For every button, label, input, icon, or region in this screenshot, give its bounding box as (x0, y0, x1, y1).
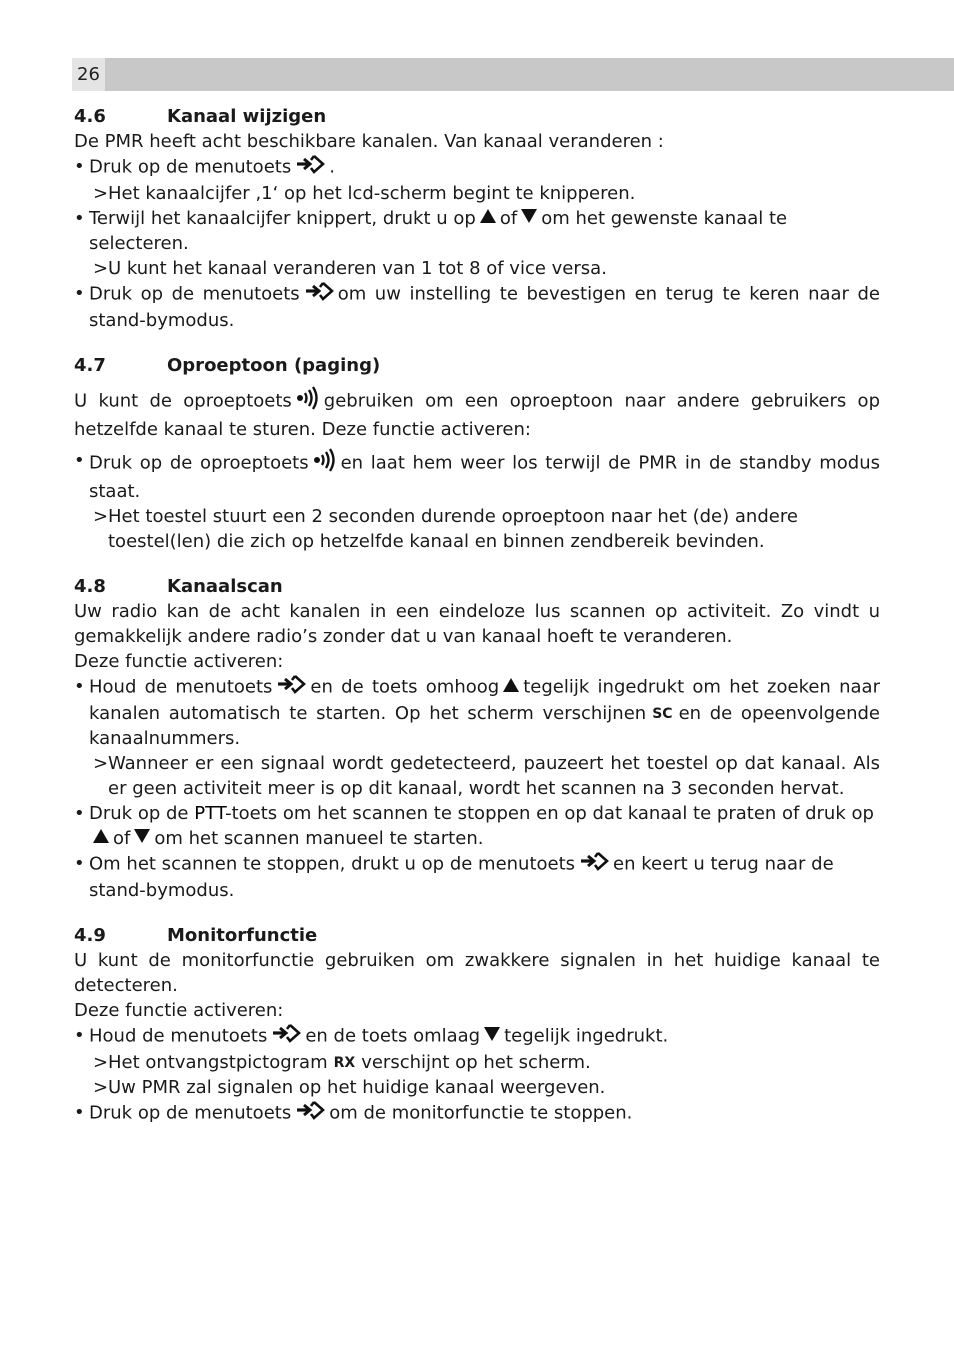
list-item (74, 206, 880, 256)
down-arrow-icon (483, 1024, 501, 1049)
section-intro: U kunt de monitorfunctie gebruiken om zwakkere signalen in het huidige kanaal te detecteren. (74, 950, 880, 996)
sub-text: Uw PMR zal signalen op het huidige kanaal weergeven. (108, 1077, 606, 1098)
up-arrow-icon (502, 675, 520, 700)
sub-text: Het ontvangstpictogram (108, 1052, 328, 1073)
menu-key-icon (304, 281, 334, 308)
rx-lcd-icon: RX (333, 1055, 356, 1071)
section-heading (74, 574, 880, 599)
sub-symbol: > (93, 183, 109, 204)
bullet-text: . (329, 156, 335, 178)
section-number: 4.9 (74, 925, 106, 946)
menu-key-icon (276, 674, 306, 701)
sub-text: Wanneer er een signaal wordt gedetecteerd, pauzeert het toestel op dat kanaal. Als er geen activiteit meer is op dit kanaal, wordt het scannen na 3 seconden hervat. (108, 753, 880, 799)
section-title: Monitorfunctie (167, 925, 318, 946)
section-heading (74, 353, 880, 378)
scan-lcd-icon: SC (652, 706, 673, 722)
bullet-symbol: • (74, 1025, 85, 1046)
bullet-symbol: • (74, 283, 85, 304)
bullet-text: en de opeenvolgende kanaalnummers. (89, 703, 880, 749)
list-item (74, 1100, 880, 1127)
sub-symbol: > (93, 258, 109, 279)
section-number: 4.8 (74, 576, 106, 597)
section-heading (74, 104, 880, 129)
sub-item (74, 504, 880, 554)
bullet-text: Druk op de menutoets (89, 156, 292, 178)
bullet-text: om de monitorfunctie te stoppen. (329, 1102, 633, 1124)
section-title: Kanaalscan (167, 576, 283, 597)
page-header-bar (72, 58, 954, 91)
bullet-text: om uw instelling te bevestigen en terug te keren naar de stand-bymodus. (89, 283, 881, 331)
section-number: 4.6 (74, 106, 106, 127)
section-intro (74, 386, 880, 442)
bullet-text: Druk op de oproeptoets (89, 452, 309, 474)
bullet-text: Druk op de menutoets (89, 1102, 292, 1124)
bullet-text: Houd de menutoets (89, 676, 273, 698)
intro-text: U kunt de oproeptoets (74, 390, 292, 412)
bullet-text: of (499, 208, 518, 229)
sub-item (74, 751, 880, 801)
bullet-text: -toets om het scannen te stoppen en op dat kanaal te praten of druk op (225, 803, 874, 824)
bullet-text: tegelijk ingedrukt om het zoeken naar kanalen automatisch te starten. Op het scherm verschijnen (89, 676, 880, 724)
sub-symbol: > (93, 1052, 109, 1073)
bullet-symbol: • (74, 156, 85, 177)
bullet-symbol: • (74, 450, 85, 471)
list-item (74, 448, 880, 504)
bullet-text: en de toets omhoog (310, 676, 500, 698)
sub-text: U kunt het kanaal veranderen van 1 tot 8 of vice versa. (108, 258, 607, 279)
bullet-symbol: • (74, 1102, 85, 1123)
bullet-text: om het gewenste kanaal te selecteren. (89, 208, 788, 254)
up-arrow-icon (479, 206, 497, 231)
bullet-text: of (113, 828, 131, 849)
bullet-symbol: • (74, 676, 85, 697)
bullet-text: Houd de menutoets (89, 1025, 268, 1047)
section-intro: De PMR heeft acht beschikbare kanalen. Van kanaal veranderen : (74, 131, 664, 152)
list-item (74, 801, 880, 851)
down-arrow-icon (133, 826, 151, 851)
bullet-text: Terwijl het kanaalcijfer knippert, drukt u op (89, 208, 476, 229)
intro-text: gebruiken om een oproeptoon naar andere gebruikers op hetzelfde kanaal te sturen. Deze functie activeren: (74, 390, 880, 440)
sub-item (74, 256, 880, 281)
section-intro: Deze functie activeren: (74, 651, 284, 672)
section-title: Kanaal wijzigen (167, 106, 327, 127)
section-title: Oproeptoon (paging) (167, 355, 381, 376)
sub-text: Het kanaalcijfer ‚1‘ op het lcd-scherm begint te knipperen. (108, 183, 636, 204)
menu-key-icon (579, 851, 609, 878)
bullet-text: en laat hem weer los terwijl de PMR in de standby modus staat. (89, 452, 880, 502)
page-number: 26 (72, 58, 105, 91)
list-item (74, 154, 880, 181)
bullet-symbol: • (74, 853, 85, 874)
bullet-symbol: • (74, 208, 85, 229)
list-item (74, 1023, 880, 1050)
bullet-text: Om het scannen te stoppen, drukt u op de menutoets (89, 853, 576, 875)
sub-symbol: > (93, 1077, 109, 1098)
bullet-text: en de toets omlaag (305, 1025, 481, 1047)
sub-item (74, 1075, 880, 1100)
sub-symbol: > (93, 753, 109, 774)
ptt-label: PTT (194, 803, 226, 824)
bullet-symbol: • (74, 803, 85, 824)
menu-key-icon (295, 1100, 325, 1127)
list-item (74, 281, 880, 333)
menu-key-icon (295, 154, 325, 181)
bullet-text: tegelijk ingedrukt. (504, 1025, 669, 1047)
menu-key-icon (271, 1023, 301, 1050)
sub-item (74, 1050, 880, 1075)
sub-text: Het toestel stuurt een 2 seconden durende oproeptoon naar het (de) andere toestel(len) die zich op hetzelfde kanaal en binnen zendbereik bevinden. (108, 506, 798, 552)
list-item (74, 674, 880, 751)
call-key-icon (313, 448, 337, 479)
bullet-text: Druk op de (89, 803, 189, 824)
call-key-icon (296, 386, 320, 417)
section-intro: Deze functie activeren: (74, 1000, 284, 1021)
bullet-text: en keert u terug naar de stand-bymodus. (89, 853, 834, 901)
sub-text: verschijnt op het scherm. (361, 1052, 591, 1073)
section-intro: Uw radio kan de acht kanalen in een eindeloze lus scannen op activiteit. Zo vindt u gemakkelijk andere radio’s zonder dat u van kanaal hoeft te veranderen. (74, 601, 880, 647)
sub-item (74, 181, 880, 206)
up-arrow-icon (92, 826, 110, 851)
manual-content (74, 104, 880, 1127)
bullet-text: om het scannen manueel te starten. (154, 828, 484, 849)
section-heading (74, 923, 880, 948)
sub-symbol: > (93, 506, 109, 527)
section-number: 4.7 (74, 355, 106, 376)
bullet-text: Druk op de menutoets (89, 283, 300, 305)
down-arrow-icon (520, 206, 538, 231)
list-item (74, 851, 880, 903)
